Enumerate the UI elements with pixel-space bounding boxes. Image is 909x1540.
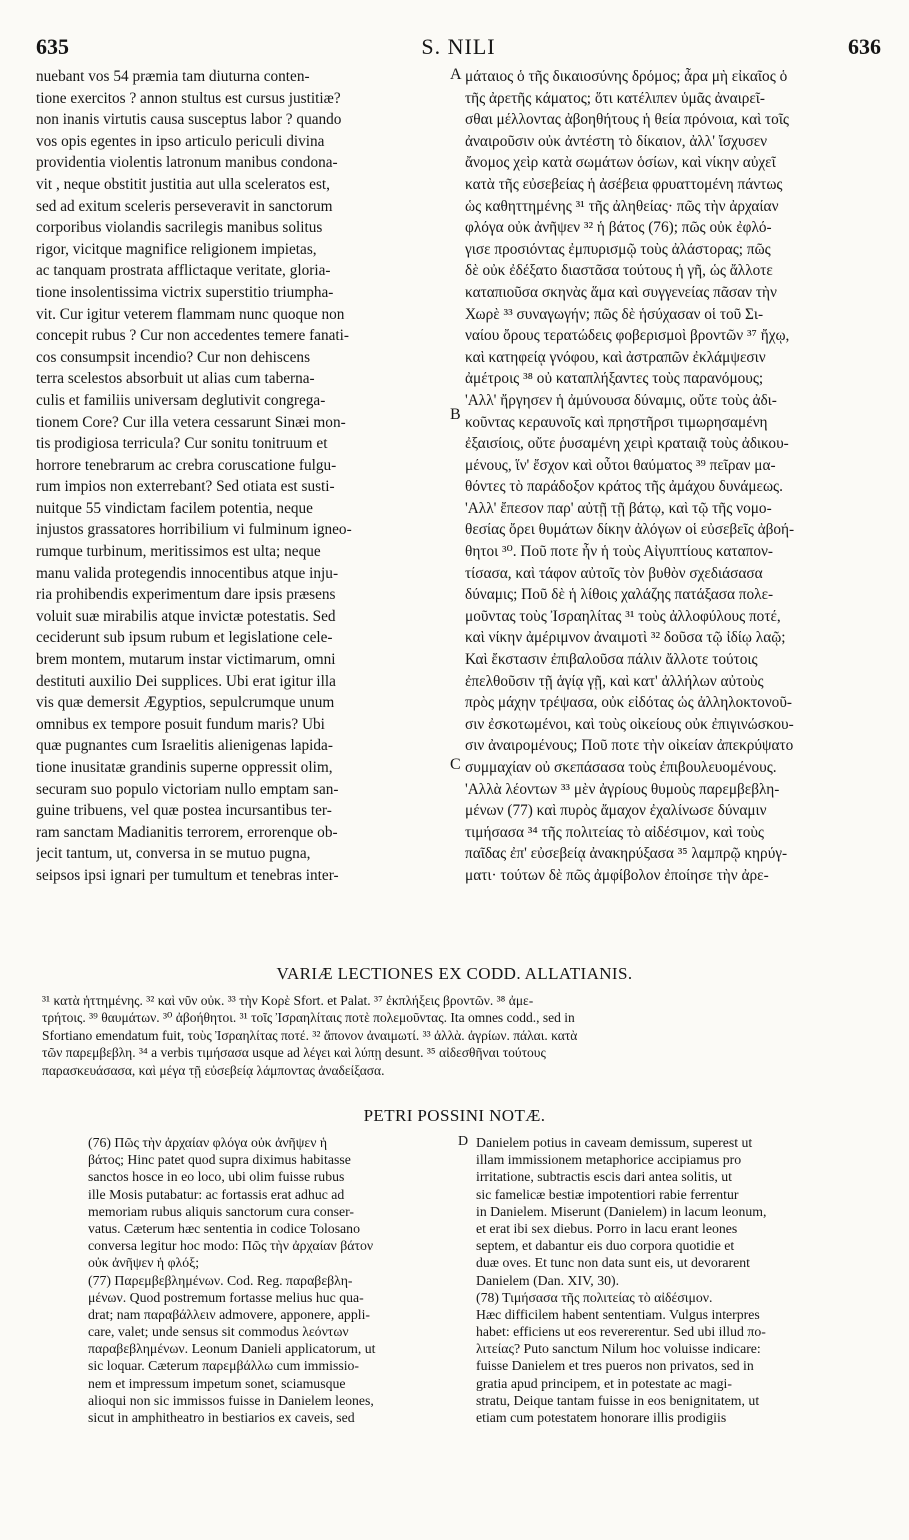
- note-line: sicut in amphitheatro in bestiarios ex caveis, sed: [88, 1410, 355, 1425]
- note-line: Danielem potius in caveam demissum, superest ut: [476, 1135, 753, 1150]
- text-line: τιμήσασα ³⁴ τῆς πολιτείας τὸ αἰδέσιμον, καὶ τοὺς: [465, 823, 764, 841]
- text-line: θητοι ³⁰. Ποῦ ποτε ἦν ἡ τοὺς Αἰγυπτίους καταπον-: [465, 543, 773, 561]
- margin-marker-a: A: [450, 66, 462, 83]
- text-line: ἀμέτροις ³⁸ οὐ καταπλήξαντες τοὺς παρανόμους;: [465, 370, 764, 388]
- text-line: injustos grassatores horribilium vi fulminum igneo-: [36, 521, 352, 539]
- text-line: 'Αλλ' ἔπεσον παρ' αὐτῇ τῇ βάτῳ, καὶ τῷ τῆς νομο-: [465, 499, 772, 517]
- note-line: et erat ibi sex diebus. Porro in lacu erant leones: [476, 1220, 738, 1236]
- note-line: care, valet; unde sensus sit commodus λεόντων: [88, 1324, 349, 1340]
- note-line: (78) Τιμήσασα τῆς πολιτείας τὸ αἰδέσιμον.: [476, 1289, 713, 1305]
- note-line: λιτείας? Puto sanctum Nilum hoc voluisse indicare:: [476, 1341, 761, 1357]
- greek-column: [465, 66, 885, 887]
- note-line: in Danielem. Miserunt (Danielem) in lacum leonum,: [476, 1203, 767, 1219]
- text-line: omnibus ex tempore posuit fundum maris? Ubi: [36, 715, 325, 733]
- notes-left-column: [88, 1134, 458, 1426]
- text-line: καὶ κατηφείᾳ γνόφου, καὶ ἀστραπῶν ἐκλάμψεσιν: [465, 348, 766, 366]
- text-line: σθαι μέλλοντας ἀβοηθήτους ἡ θεία πρόνοια, καὶ τοῖς: [465, 111, 789, 129]
- text-line: tionem Core? Cur illa vetera cessarunt Sinæi mon-: [36, 413, 346, 431]
- latin-column: [36, 66, 446, 887]
- text-line: ματι· τούτων δὲ πῶς ἀμφίβολον ἐποίησε τὴν ἀρε-: [465, 866, 769, 884]
- text-line: jecit tantum, ut, conversa in se mutuo pugna,: [36, 845, 311, 863]
- note-line: οὐκ ἀνῆψεν ἡ φλόξ;: [88, 1255, 200, 1271]
- text-line: πρὸς μάχην τρέψασα, οὐκ εἰδότας ὡς ἀλληλοκτονοῦ-: [465, 694, 792, 712]
- text-line: μάταιος ὁ τῆς δικαιοσύνης δρόμος; ἆρα μὴ εἰκαῖος ὁ: [465, 68, 788, 85]
- note-line: duæ oves. Et tunc non data sunt eis, ut devorarent: [476, 1255, 750, 1271]
- text-line: seipsos ipsi ignari per tumultum et tenebras inter-: [36, 866, 339, 884]
- note-line: vatus. Cæterum hæc sententia in codice Tolosano: [88, 1220, 360, 1236]
- text-line: δὲ οὐκ ἐδέξατο διαστᾶσα τούτους ἡ γῆ, ὡς ἄλλοτε: [465, 262, 773, 280]
- note-line: habet: efficiens ut eos revererentur. Sed ubi illud πο-: [476, 1324, 766, 1340]
- text-line: manu valida protegendis innocentibus atque inju-: [36, 564, 339, 582]
- text-line: μένους, ἵν' ἔσχον καὶ οὗτοι θαύματος ³⁹ πεῖραν μα-: [465, 456, 776, 474]
- note-line: fuisse Danielem et tres pueros non privatos, sed in: [476, 1358, 754, 1374]
- text-line: securam suo populo victoriam nullo emptam san-: [36, 780, 339, 798]
- text-line: τῆς ἀρετῆς κάματος; ὅτι κατέλιπεν ὑμᾶς ἀναιρεῖ-: [465, 89, 765, 107]
- variant-line: παρασκευάσασα, καὶ μέγα τῇ εὐσεβείᾳ λάμποντας ἀναδείξασα.: [42, 1062, 385, 1078]
- text-line: παῖδας ἐπ' εὐσεβείᾳ ἀνακηρύξασα ³⁵ λαμπρῷ κηρύγ-: [465, 845, 788, 863]
- note-line: memoriam rubus aliquis sanctorum cura conser-: [88, 1203, 355, 1219]
- text-line: vit , neque obstitit justitia aut ulla sceleratos est,: [36, 175, 330, 193]
- text-line: destituti auxilio Dei supplices. Ubi erat igitur illa: [36, 672, 336, 690]
- margin-marker-d: D: [458, 1134, 469, 1149]
- text-line: ceciderunt sub ipsum rubum et legislatione cele-: [36, 629, 333, 647]
- text-line: vos opis egentes in ipso articulo periculi divina: [36, 132, 325, 150]
- note-line: irritatione, subtractis escis dari antea solitis, ut: [476, 1169, 732, 1185]
- page-header: [36, 34, 881, 64]
- text-line: tione insolentissima victrix superstitio triumpha-: [36, 283, 334, 301]
- text-line: ἄνομος χεὶρ κατὰ σωμάτων ὁσίων, καὶ νίκην αὐχεῖ: [465, 154, 776, 172]
- variae-lectiones: [42, 992, 880, 1079]
- text-line: 'Αλλὰ λέοντων ³³ μὲν ἀγρίους θυμοὺς παρεμβεβλη-: [465, 780, 780, 798]
- note-line: Hæc difficilem habent sententiam. Vulgus interpres: [476, 1306, 760, 1322]
- variant-line: Sfortiano emendatum fuit, τοὺς Ἰσραηλίτας ποτέ. ³² ἄπονον ἀναιμωτί. ³³ ἀλλὰ. ἀγρίων. πάλαι. κατὰ: [42, 1027, 578, 1043]
- text-line: συμμαχίαν οὐ σκεπάσασα τοὺς ἐπιβουλευομένους.: [465, 759, 777, 776]
- note-line: sanctos hosce in eo loco, ubi olim fuisse rubus: [88, 1169, 345, 1185]
- text-line: δύναμις; Ποῦ δὲ ἡ λίθοις χαλάζης πατάξασα πολε-: [465, 586, 774, 604]
- page-number-right: 636: [848, 34, 881, 59]
- text-line: καὶ νίκην ἀμέριμνον ἀναιμοτὶ ³² δοῦσα τῷ ἰδίῳ λαῷ;: [465, 629, 786, 647]
- text-line: rigor, vicitque magnifice religionem impietas,: [36, 240, 317, 258]
- text-line: cos consumpsit incendio? Cur non dehiscens: [36, 348, 311, 366]
- note-line: βάτος; Hinc patet quod supra diximus habitasse: [88, 1152, 351, 1168]
- text-line: tis prodigiosa terricula? Cur sonitu tonitruum et: [36, 435, 328, 453]
- text-line: θόντες τὸ παράδοξον κράτος τῆς ἀμάχου δυνάμεως.: [465, 478, 783, 496]
- text-line: brem montem, mutarum instar victimarum, omni: [36, 651, 336, 669]
- text-line: ἐξαισίοις, οὔτε ῥυσαμένη χειρὶ κραταιᾷ τοὺς ἀδικου-: [465, 435, 789, 453]
- note-line: ille Mosis putabatur: ac fortassis erat adhuc ad: [88, 1186, 345, 1202]
- note-line: gratia apud principem, et in potestate ac magi-: [476, 1375, 732, 1391]
- note-line: etiam cum potestatem honorare illis prodigiis: [476, 1410, 727, 1425]
- note-line: septem, et dabantur eis duo corpora quotidie et: [476, 1238, 735, 1254]
- text-line: nuebant vos 54 præmia tam diuturna conten-: [36, 68, 310, 85]
- variant-line: ³¹ κατὰ ἡττημένης. ³² καὶ νῦν οὐκ. ³³ τὴν Κορὲ Sfort. et Palat. ³⁷ ἐκπλήξεις βροντῶν. ³⁸ ἀμε-: [42, 993, 534, 1008]
- margin-marker-b: B: [450, 406, 461, 423]
- variae-title: VARIÆ LECTIONES EX CODD. ALLATIANIS.: [276, 964, 633, 983]
- text-line: horrore tenebrarum ac crebra coruscatione fulgu-: [36, 456, 337, 474]
- text-line: σιν ἀναιρομένους; Ποῦ ποτε τὴν οἰκείαν ἀπεκρύψατο: [465, 737, 794, 755]
- text-line: Χωρὲ ³³ συναγωγήν; πῶς δὲ ἡσύχασαν οἱ τοῦ Σι-: [465, 305, 764, 323]
- margin-marker-c: C: [450, 756, 461, 773]
- text-line: θεσίας ὄρει θυμάτων δίκην ἀλόγων οἱ εὐσεβεῖς ἀβοή-: [465, 521, 795, 539]
- text-line: quæ pugnantes cum Israelitis alienigenas lapida-: [36, 737, 333, 755]
- text-line: Καὶ ἔκστασιν ἐπιβαλοῦσα πάλιν ἄλλοτε τούτοις: [465, 651, 758, 669]
- text-line: μοῦντας τοὺς Ἰσραηλίτας ³¹ τοὺς ἀλλοφύλους ποτέ,: [465, 607, 781, 625]
- text-line: ac tanquam prostrata afflictaque veritate, gloria-: [36, 262, 331, 280]
- notes-title: PETRI POSSINI NOTÆ.: [363, 1106, 546, 1125]
- text-line: rumque turbinum, meritissimos est ulta; neque: [36, 543, 321, 561]
- running-title: S. NILI: [421, 34, 496, 59]
- note-line: sic loquar. Cæterum παρεμβάλλω cum immissio-: [88, 1358, 360, 1374]
- text-line: nuitque 55 vindictam facilem potentia, neque: [36, 499, 313, 517]
- text-line: concepit rubus ? Cur non accedentes temere fanati-: [36, 327, 350, 345]
- notes-right-column: [476, 1134, 876, 1426]
- text-line: κατὰ τῆς εὐσεβείας ἡ ἀσέβεια φρυαττομένη πάντως: [465, 175, 783, 193]
- text-line: ria prohibendis experimentum dare ipsis præsens: [36, 586, 336, 604]
- note-line: illam immissionem metaphorice accipiamus pro: [476, 1152, 742, 1168]
- page-number-left: 635: [36, 34, 69, 59]
- text-line: μένων (77) καὶ πυρὸς ἄμαχον ἐχαλίνωσε δύναμιν: [465, 802, 767, 820]
- text-line: 'Αλλ' ἤργησεν ἡ ἀμύνουσα δύναμις, οὔτε τοὺς ἀδι-: [465, 391, 777, 409]
- text-line: tione inusitatæ grandinis superne oppressit olim,: [36, 759, 333, 776]
- text-line: culis et familiis universam deglutivit congrega-: [36, 391, 326, 409]
- text-line: providentia violentis latronum manibus condona-: [36, 154, 338, 172]
- text-line: rum impios non exterrebant? Sed otiata est susti-: [36, 478, 335, 496]
- note-line: nem et impressum impetum sonet, sciamusque: [88, 1375, 346, 1391]
- text-line: ἐπελθοῦσιν τῇ ἁγίᾳ γῇ, καὶ κατ' ἀλλήλων αὐτοὺς: [465, 672, 764, 690]
- text-line: φλόγα οὐκ ἀνῆψεν ³² ἡ βάτος (76); πῶς οὐκ ἐφλό-: [465, 219, 772, 237]
- note-line: (77) Παρεμβεβλημένων. Cod. Reg. παραβεβλη-: [88, 1272, 353, 1288]
- note-line: stratu, Deique tantam fuisse in eos benignitatem, ut: [476, 1392, 760, 1408]
- text-line: ἀναιροῦσιν οὐκ ἀντέστη τὸ δίκαιον, ἀλλ' ἴσχυσεν: [465, 132, 768, 150]
- text-line: guine tribuens, vel quæ postea incursantibus ter-: [36, 802, 332, 820]
- variant-line: τρήτοις. ³⁹ θαυμάτων. ³⁰ ἀβοήθητοι. ³¹ τοῖς Ἰσραηλίταις ποτὲ πολεμοῦντας. Ita omnes codd., sed in: [42, 1010, 575, 1026]
- text-line: tione exercitos ? annon stultus est cursus justitiæ?: [36, 89, 341, 107]
- note-line: conversa legitur hoc modo: Πῶς τὴν ἀρχαίαν βάτον: [88, 1238, 374, 1254]
- text-line: ναίου ὄρους τερατώδεις φοβερισμοὶ βροντῶν ³⁷ ἤχῳ,: [465, 327, 790, 345]
- note-line: drat; nam παραβάλλειν admovere, apponere, appli-: [88, 1306, 370, 1322]
- variant-line: τῶν παρεμβεβλη. ³⁴ a verbis τιμήσασα usque ad λέγει καὶ λύπῃ desunt. ³⁵ αἰδεσθῆναι τούτους: [42, 1045, 546, 1061]
- text-line: vis quæ demersit Ægyptios, sepulcrumque unum: [36, 694, 335, 712]
- text-line: sed ad exitum sceleris perseveravit in sanctorum: [36, 197, 333, 215]
- note-line: μένων. Quod postremum fortasse melius huc qua-: [88, 1289, 364, 1305]
- text-line: γισε προσιόντας ἐμπυρισμῷ τοὺς ἀλάστορας; πῶς: [465, 240, 771, 258]
- note-line: sic famelicæ bestiæ impotentiori rabie ferrentur: [476, 1186, 739, 1202]
- text-line: vit. Cur igitur veterem flammam nunc quoque non: [36, 305, 345, 323]
- text-line: κοῦντας κεραυνοῖς καὶ πρηστῆρσι τιμωρησαμένη: [465, 413, 768, 431]
- text-line: corporibus violandis sacrilegis manibus solitus: [36, 219, 323, 237]
- note-line: alioqui non sic immissos fuisse in Danielem leones,: [88, 1392, 374, 1408]
- text-line: καταπιοῦσα σκηνὰς ἅμα καὶ συγγενείας πᾶσαν τὴν: [465, 283, 777, 301]
- text-line: ram sanctam Madianitis terrorem, errorenque ob-: [36, 823, 338, 841]
- note-line: παραβεβλημένων. Leonum Danieli applicatorum, ut: [88, 1341, 376, 1357]
- text-line: ὡς καθηττημένης ³¹ τῆς ἀληθείας· πῶς τὴν ἀρχαίαν: [465, 197, 779, 215]
- text-line: σιν ἐσκοτωμένοι, καὶ τοὺς οἰκείους οὐκ ἐπιγινώσκου-: [465, 715, 794, 733]
- text-line: τίσασα, καὶ τάφον αὐτοῖς τὸν βυθὸν σχεδιάσασα: [465, 564, 763, 582]
- note-line: (76) Πῶς τὴν ἀρχαίαν φλόγα οὐκ ἀνῆψεν ἡ: [88, 1135, 328, 1150]
- note-line: Danielem (Dan. XIV, 30).: [476, 1272, 620, 1288]
- text-line: voluit suæ mirabilis atque invictæ potestatis. Sed: [36, 607, 336, 625]
- text-line: non inanis virtutis causa susceptus labor ? quando: [36, 111, 342, 129]
- text-line: terra scelestos absorbuit ut alias cum taberna-: [36, 370, 315, 388]
